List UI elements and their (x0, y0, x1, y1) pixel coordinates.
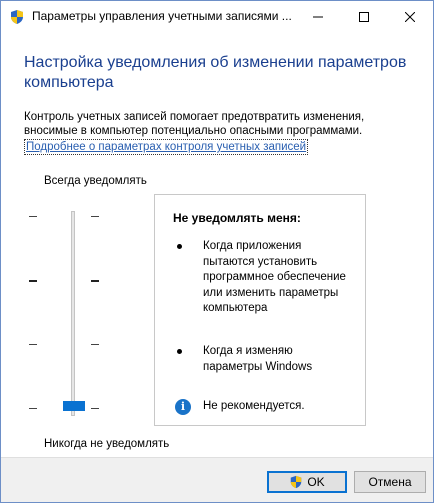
uac-shield-icon (9, 9, 25, 25)
window-title: Параметры управления учетными записями ... (32, 9, 292, 23)
warning-row (173, 399, 363, 417)
page-title: Настройка уведомления об изменении параметров компьютера (24, 54, 407, 91)
learn-more-link[interactable]: Подробнее о параметрах контроля учетных записей (26, 141, 307, 153)
maximize-button[interactable] (341, 1, 387, 32)
slider-tick (91, 216, 99, 217)
slider-thumb[interactable] (63, 401, 85, 411)
slider-track[interactable] (71, 211, 75, 416)
title-bar[interactable] (1, 1, 433, 32)
warning-text: Не рекомендуется. (203, 400, 305, 412)
ok-button-label: OK (307, 475, 325, 489)
ok-button[interactable] (267, 471, 347, 493)
slider-bottom-label: Никогда не уведомлять (44, 438, 170, 450)
slider-tick (29, 280, 37, 282)
notification-level-slider[interactable] (29, 201, 109, 431)
level-description-panel (154, 194, 366, 426)
bullet-icon (177, 244, 182, 249)
slider-tick (91, 344, 99, 345)
list-item-text: Когда приложения пытаются установить программное обеспечение или изменить параметры компьютера (203, 240, 346, 314)
slider-tick (29, 344, 37, 345)
list-item (173, 239, 353, 329)
list-item (173, 344, 353, 376)
slider-tick (91, 280, 99, 282)
close-icon (405, 12, 415, 22)
button-bar (1, 457, 433, 503)
panel-title: Не уведомлять меня: (173, 211, 301, 225)
info-icon: i (175, 399, 191, 415)
close-button[interactable] (387, 1, 433, 32)
list-item-text: Когда я изменяю параметры Windows (203, 345, 313, 373)
uac-shield-icon (289, 474, 303, 490)
minimize-icon (313, 12, 323, 22)
cancel-button[interactable] (354, 471, 426, 493)
minimize-button[interactable] (295, 1, 341, 32)
slider-tick (29, 408, 37, 409)
maximize-icon (359, 12, 369, 22)
description-text: Контроль учетных записей помогает предотвратить изменения, вносимые в компьютер потенциально опасными программами. (24, 111, 365, 137)
slider-top-label: Всегда уведомлять (44, 175, 147, 187)
bullet-icon (177, 349, 182, 354)
slider-tick (29, 216, 37, 217)
cancel-button-label: Отмена (368, 475, 412, 489)
slider-tick (91, 408, 99, 409)
